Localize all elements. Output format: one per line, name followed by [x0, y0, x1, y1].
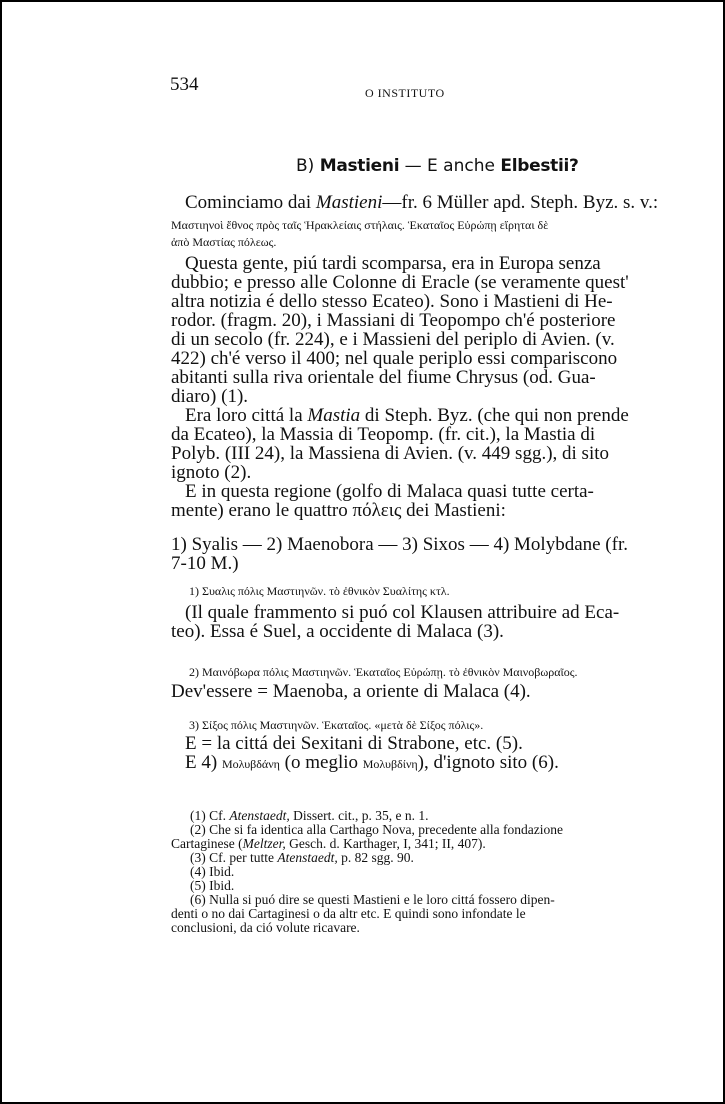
footnote-4: (4) Ibid. — [190, 864, 235, 879]
text-line: 422) ch'é verso il 400; nel quale periplo essi compariscono — [171, 348, 618, 369]
greek-molybdane: Μολυβδάνη — [221, 757, 280, 771]
footnote-text: (1) Cf. — [190, 808, 230, 823]
p2-text-end: di Steph. Byz. (che qui non prende — [360, 405, 629, 426]
molyb-lead: E 4) — [185, 752, 222, 773]
section-label: B) — [296, 156, 315, 176]
text-line: mente) erano le quattro πόλεις dei Mastieni: — [171, 500, 506, 521]
molyb-end: ), d'ignoto sito (6). — [417, 752, 559, 773]
footnote-text: Dissert. cit., p. 35, e n. 1. — [289, 808, 429, 823]
greek-sixos: 3) Σίξος πόλις Μαστιηνῶν. Ἑκαταῖος. «μετὰ δὲ Σίξος πόλις». — [189, 718, 484, 732]
footnote-6-cont: denti o no dai Cartaginesi o da altr etc. E quindi sono infondate le — [171, 906, 526, 921]
text-line: da Ecateo), la Massia di Teopomp. (fr. cit.), la Mastia di — [171, 424, 596, 445]
footnote-1 — [190, 809, 428, 823]
footnote-2: (2) Che si fa identica alla Carthago Nova, precedente alla fondazione — [190, 822, 563, 837]
greek-quote-1: Μαστιηνοὶ ἔθνος πρὸς ταῖς Ἡρακλείαις στήλαις. Ἑκαταῖος Εὐρώπῃ εἴρηται δὲ — [171, 218, 549, 232]
section-dash: — E anche — [399, 156, 501, 176]
text-line: Dev'essere = Maenoba, a oriente di Malaca (4). — [171, 681, 531, 702]
p2-text: Era loro cittá la — [185, 405, 308, 426]
section-heading — [296, 156, 579, 176]
text-line — [185, 753, 559, 774]
greek-molybdine: Μολυβδίνη — [362, 757, 418, 771]
footnote-author: Atenstaedt, — [229, 808, 290, 823]
text-line: rodor. (fragm. 20), i Massiani di Teopompo ch'é posteriore — [171, 310, 616, 331]
footnote-5: (5) Ibid. — [190, 878, 235, 893]
footnote-author: Meltzer, — [242, 836, 286, 851]
city-list: 1) Syalis — 2) Maenobora — 3) Sixos — 4) Molybdane (fr. — [171, 534, 628, 555]
text-line: E = la cittá dei Sexitani di Strabone, etc. (5). — [185, 733, 523, 754]
text-line: diaro) (1). — [171, 386, 249, 407]
text-line: dubbio; e presso alle Colonne di Eracle (se veramente quest' — [171, 272, 629, 293]
section-title: Mastieni — [319, 156, 400, 176]
intro-ref: —fr. 6 Müller apd. Steph. Byz. s. v.: — [382, 192, 659, 213]
text-line: di un secolo (fr. 224), e i Massieni del periplo di Avien. (v. — [171, 329, 615, 350]
text-line — [185, 406, 629, 425]
text-line — [185, 193, 658, 212]
footnote-text: (3) Cf. per tutte — [190, 850, 278, 865]
text-line: ignoto (2). — [171, 462, 252, 483]
p2-italic: Mastia — [307, 405, 361, 426]
footnote-3 — [190, 851, 414, 865]
text-line: Questa gente, piú tardi scomparsa, era in Europa senza — [185, 253, 601, 274]
page-number: 534 — [170, 74, 199, 95]
molyb-mid: (o meglio — [279, 752, 363, 773]
footnote-author: Atenstaedt, — [277, 850, 338, 865]
text-line: teo). Essa é Suel, a occidente di Malaca (3). — [171, 621, 504, 642]
footnote-6: (6) Nulla si puó dire se questi Mastieni e le loro cittá fossero dipen- — [190, 892, 555, 907]
greek-maenobora: 2) Μαινόβωρα πόλις Μαστιηνῶν. Ἑκαταῖος Εὐρώπῃ. τὸ ἐθνικὸν Μαινοβωραῖος. — [189, 665, 578, 679]
text-line: E in questa regione (golfo di Malaca quasi tutte certa- — [185, 481, 594, 502]
intro-text: Cominciamo dai — [185, 192, 316, 213]
footnote-text: Cartaginese ( — [171, 836, 243, 851]
greek-syalis: 1) Συαλις πόλις Μαστιηνῶν. τὸ ἐθνικὸν Συαλίτης κτλ. — [189, 584, 450, 598]
text-line: abitanti sulla riva orientale del fiume Chrysus (od. Gua- — [171, 367, 596, 388]
text-line: Polyb. (III 24), la Massiena di Avien. (v. 449 sgg.), di sito — [171, 443, 610, 464]
footnote-2-cont — [171, 837, 486, 851]
section-title-2: Elbestii? — [500, 156, 579, 176]
footnote-text: Gesch. d. Karthager, I, 341; II, 407). — [285, 836, 486, 851]
running-head: O INSTITUTO — [365, 86, 445, 100]
text-line: altra notizia é dello stesso Ecateo). Sono i Mastieni di He- — [171, 291, 613, 312]
intro-italic: Mastieni — [315, 192, 383, 213]
text-line: (Il quale frammento si puó col Klausen attribuire ad Eca- — [185, 602, 620, 623]
footnote-6-cont: conclusioni, da ció volute ricavare. — [171, 920, 360, 935]
city-list: 7-10 M.) — [171, 553, 239, 574]
greek-quote-2: ἀπὸ Μαστίας πόλεως. — [171, 235, 277, 249]
footnote-text: p. 82 sgg. 90. — [337, 850, 414, 865]
